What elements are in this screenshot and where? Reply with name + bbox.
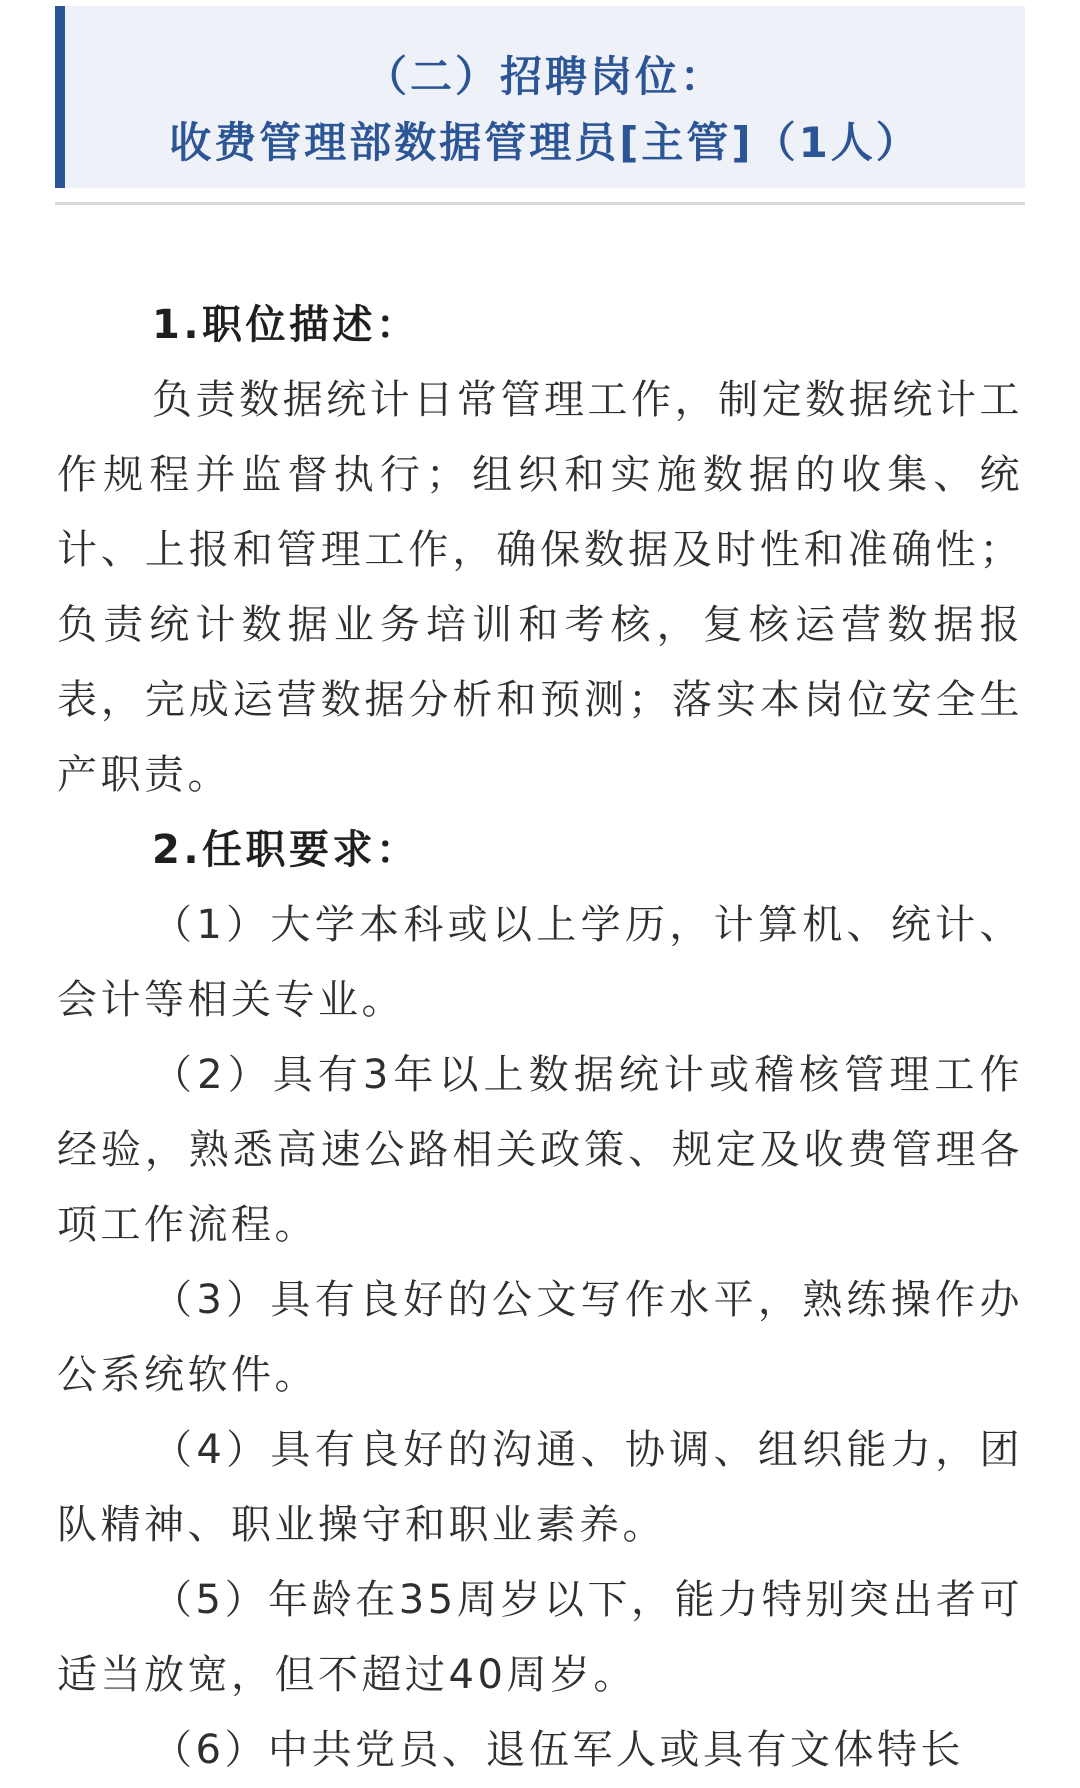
requirement-item-4: （4）具有良好的沟通、协调、组织能力，团队精神、职业操守和职业素养。 [57, 1427, 1023, 1548]
job-description-heading: 1.职位描述： [152, 302, 420, 348]
header-position-title: 收费管理部数据管理员[主管]（1人） [169, 118, 921, 167]
requirement-item-6: （6）中共党员、退伍军人或具有文体特长 [152, 1727, 964, 1773]
requirements-heading: 2.任职要求： [152, 827, 420, 873]
header-divider [55, 202, 1025, 205]
requirement-item-5: （5）年龄在35周岁以下，能力特别突出者可适当放宽，但不超过40周岁。 [57, 1577, 1023, 1698]
header-section-title: （二）招聘岗位： [364, 52, 725, 101]
job-description-text: 负责数据统计日常管理工作，制定数据统计工作规程并监督执行；组织和实施数据的收集、统计、上报和管理工作，确保数据及时性和准确性；负责统计数据业务培训和考核，复核运营数据报表，完成运营数据分析和预测；落实本岗位安全生产职责。 [57, 377, 1023, 798]
requirement-item-1: （1）大学本科或以上学历，计算机、统计、会计等相关专业。 [57, 902, 1023, 1023]
position-header [55, 6, 1025, 188]
requirement-item-2: （2）具有3年以上数据统计或稽核管理工作经验，熟悉高速公路相关政策、规定及收费管理各项工作流程。 [57, 1052, 1023, 1248]
requirement-item-3: （3）具有良好的公文写作水平，熟练操作办公系统软件。 [57, 1277, 1023, 1398]
article-body [57, 288, 1023, 1788]
